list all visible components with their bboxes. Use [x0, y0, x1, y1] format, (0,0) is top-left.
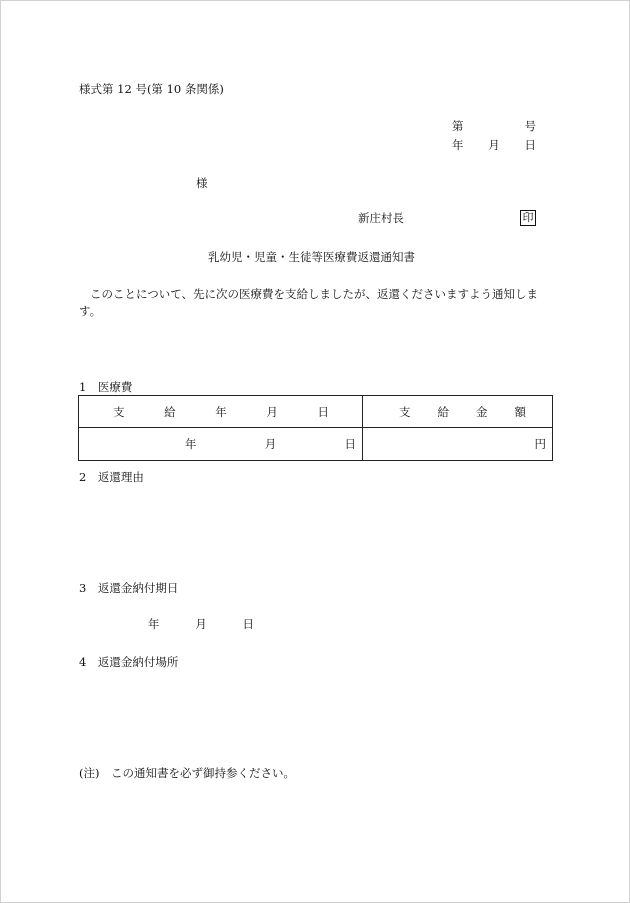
- header-amount-char: 支: [399, 404, 411, 419]
- header-amount-char: 給: [437, 404, 449, 419]
- medical-fee-table: [78, 395, 553, 461]
- amount-unit: 円: [534, 437, 546, 451]
- payment-date-year: 年: [185, 437, 197, 451]
- header-payment-date: [79, 396, 363, 428]
- table-row: [79, 428, 553, 461]
- payment-date-cell[interactable]: [79, 428, 363, 461]
- document-number: [452, 119, 536, 133]
- issue-date-day: 日: [524, 138, 536, 152]
- header-date-char: 支: [113, 404, 125, 419]
- form-number: 様式第 12 号(第 10 条関係): [79, 82, 224, 96]
- header-amount-char: 金: [476, 404, 488, 419]
- footnote: (注) この通知書を必ず御持参ください。: [79, 766, 295, 780]
- issue-date: [452, 138, 536, 152]
- doc-number-suffix: 号: [524, 119, 536, 133]
- header-date-char: 月: [266, 404, 278, 419]
- header-date-char: 給: [164, 404, 176, 419]
- payment-amount-cell[interactable]: [363, 428, 553, 461]
- doc-number-prefix: 第: [452, 119, 464, 133]
- issue-date-month: 月: [488, 138, 500, 152]
- payment-date-day: 日: [344, 437, 356, 451]
- section-4-heading: 4 返還金納付場所: [79, 655, 179, 669]
- header-date-char: 年: [215, 404, 227, 419]
- table-header-row: [79, 396, 553, 428]
- due-date-year: 年: [148, 617, 160, 631]
- body-text: このことについて、先に次の医療費を支給しましたが、返還くださいますよう通知します。: [79, 287, 539, 318]
- section-2-heading: 2 返還理由: [79, 470, 144, 484]
- header-amount-char: 額: [514, 404, 526, 419]
- due-date-day: 日: [242, 617, 254, 631]
- section-1-heading: 1 医療費: [79, 380, 133, 394]
- document-title: 乳幼児・児童・生徒等医療費返還通知書: [208, 250, 415, 264]
- header-payment-amount: [363, 396, 553, 428]
- seal-mark: 印: [520, 210, 536, 226]
- due-date: [148, 617, 254, 631]
- payment-date-month: 月: [264, 437, 277, 451]
- section-3-heading: 3 返還金納付期日: [79, 581, 179, 595]
- sender-title: 新庄村長: [358, 211, 404, 225]
- recipient-honorific: 様: [196, 176, 208, 190]
- issue-date-year: 年: [452, 138, 464, 152]
- due-date-month: 月: [195, 617, 207, 631]
- header-date-char: 日: [317, 404, 329, 419]
